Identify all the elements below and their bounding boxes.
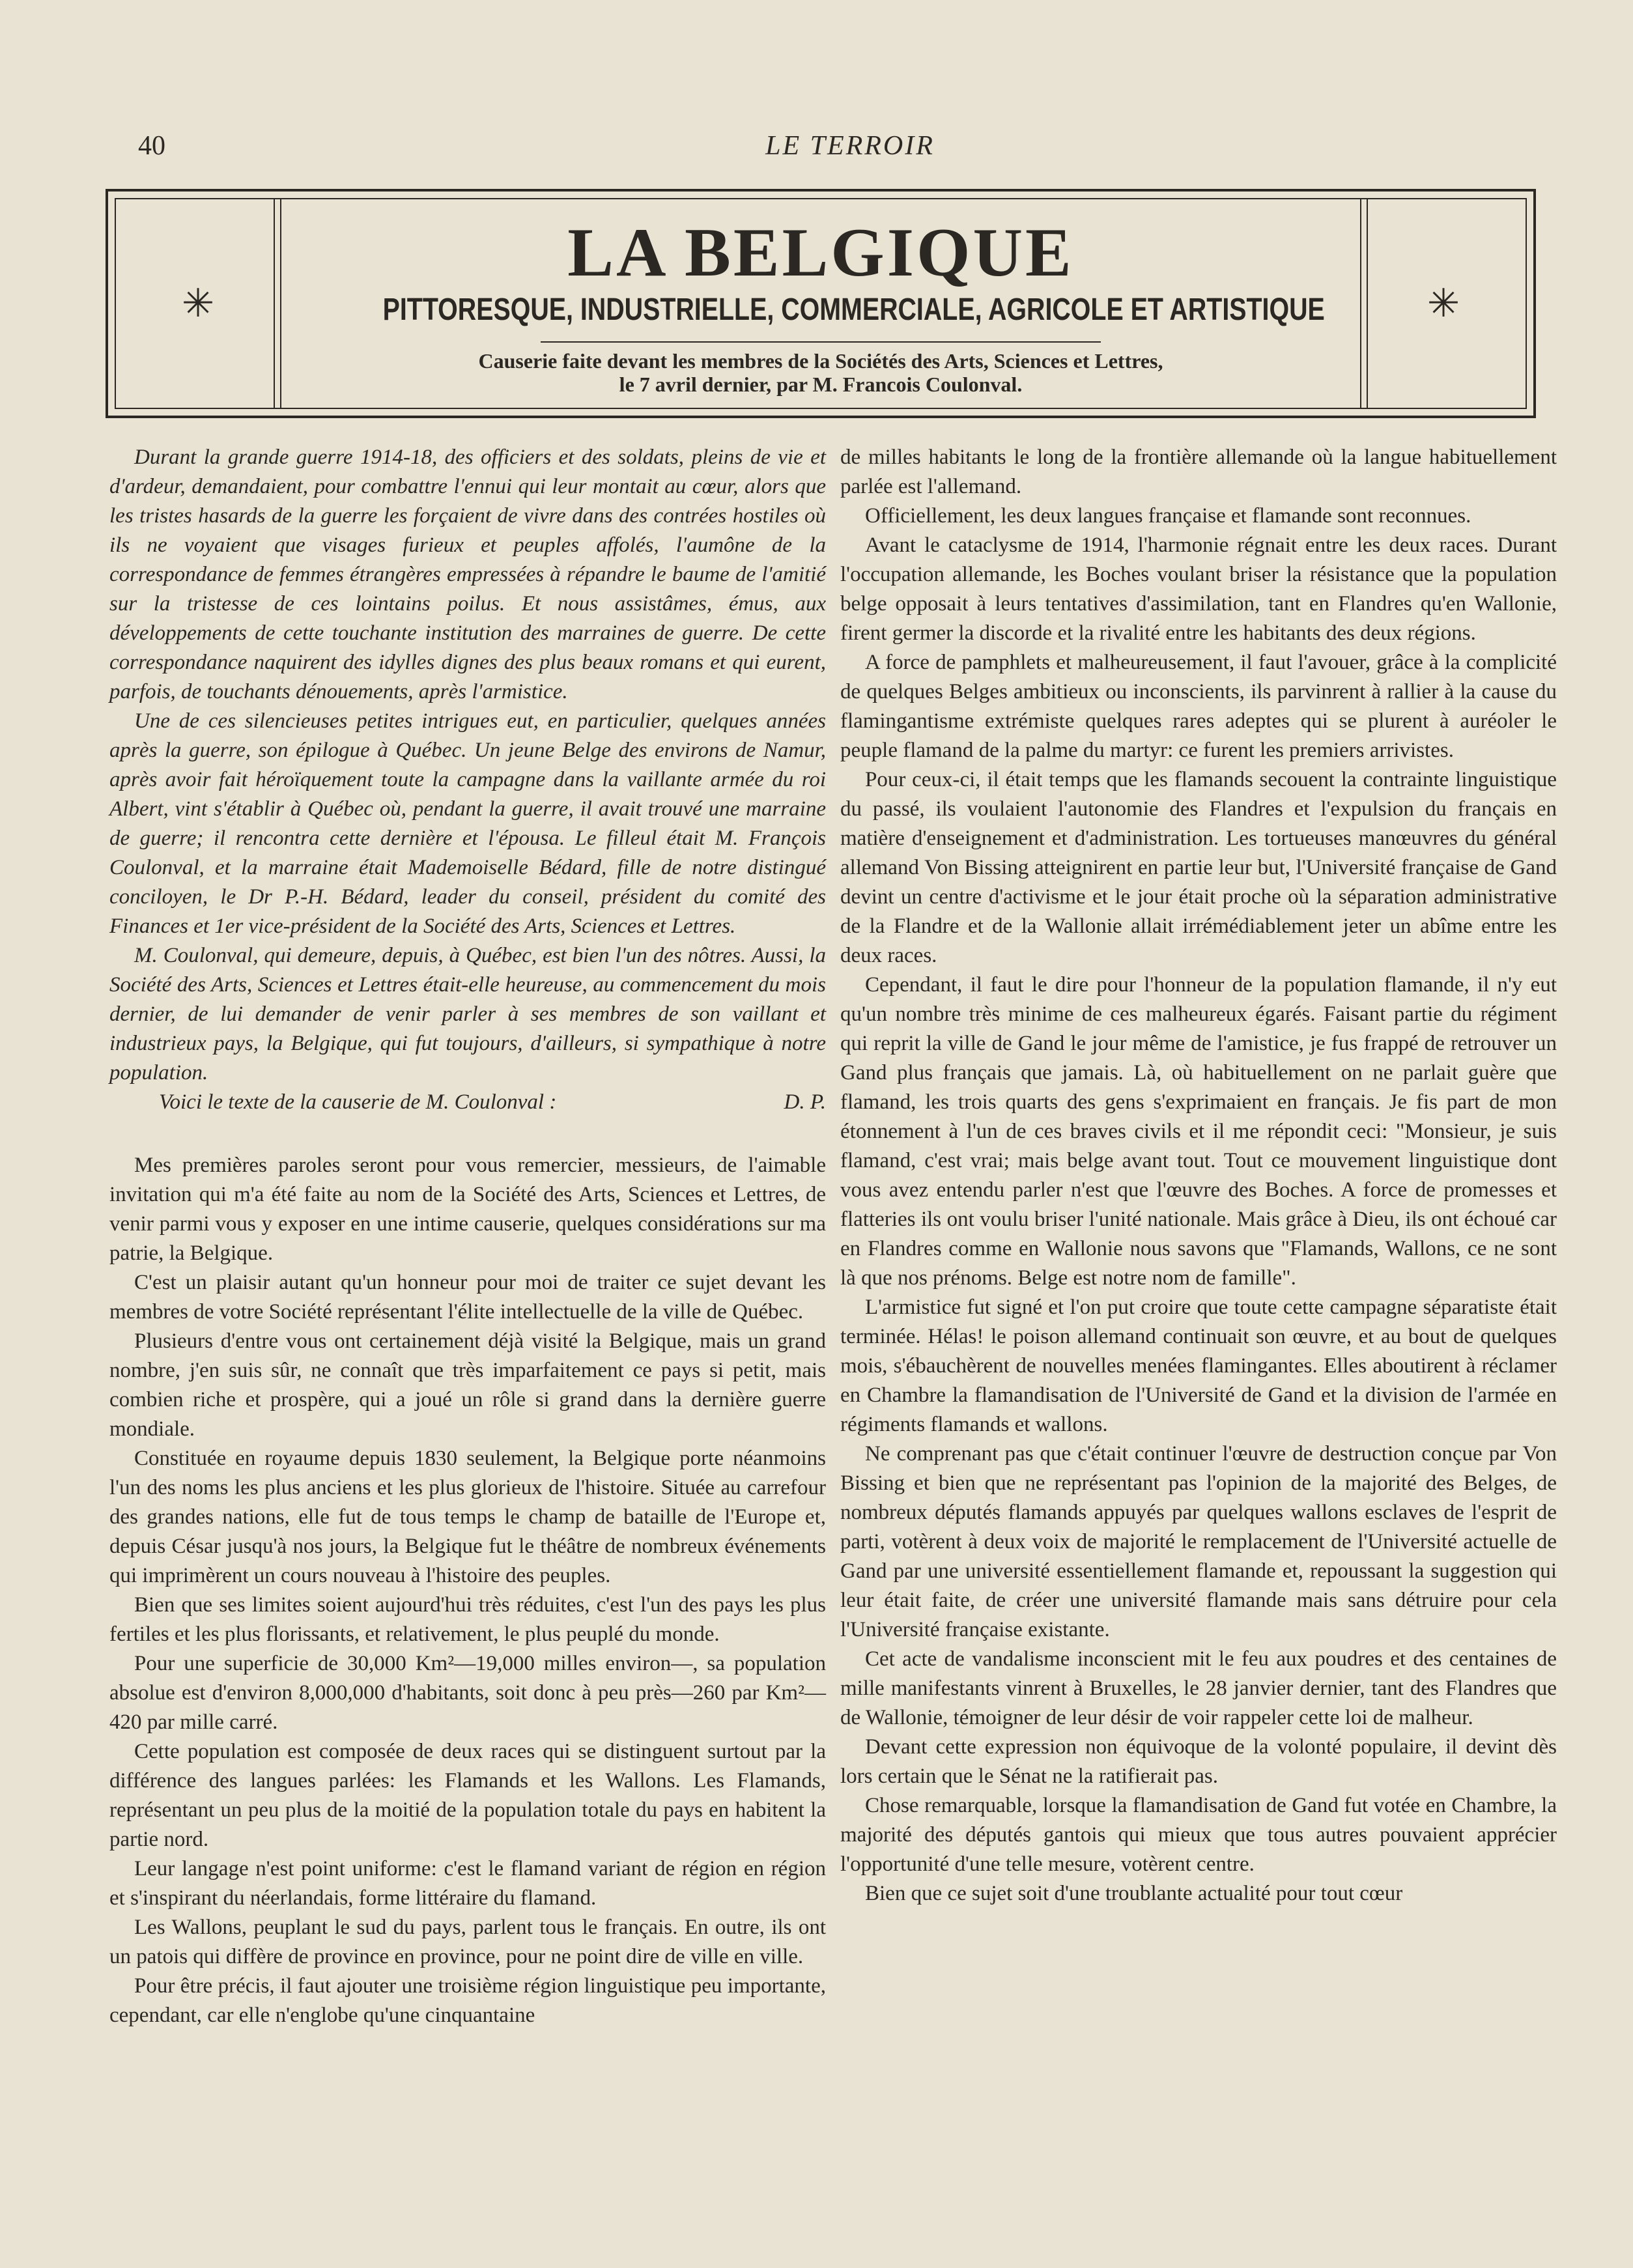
page-number: 40 [138,131,165,161]
article-columns [109,443,1557,2149]
byline-line-2: le 7 avril dernier, par M. Francois Coulonval. [619,373,1023,396]
article-subtitle: PITTORESQUE, INDUSTRIELLE, COMMERCIALE, AGRICOLE ET ARTISTIQUE [382,292,1325,327]
body-paragraph: Leur langage n'est point uniforme: c'est le flamand variant de région en région et s'inspirant du néerlandais, forme littéraire du flamand. [109,1857,826,1910]
body-paragraph: Ne comprenant pas que c'était continuer l'œuvre de destruction conçue par Von Bissing et bien que ne représentant pas l'opinion de la majorité des Belges, de nombreux députés flamands appuyés par quelques wallons esclaves de l'esprit de parti, votèrent à deux voix de majorité le remplacement de l'Université actuelle de Gand par une université essentiellement flamande et, repoussant la suggestion qui leur était faite, de créer une université flamande mais sans détruire pour cela l'Université française existante. [840,1442,1557,1641]
body-paragraph: Mes premières paroles seront pour vous remercier, messieurs, de l'aimable invitation qui m'a été faite au nom de la Société des Arts, Sciences et Lettres, de venir parmi vous y exposer en une intime causerie, quelques considérations sur ma patrie, la Belgique. [109,1154,826,1265]
intro-closing [109,1088,826,1117]
journal-title: LE TERROIR [765,131,935,161]
title-frame-inner [115,198,1527,409]
body-paragraph: A force de pamphlets et malheureusement, il faut l'avouer, grâce à la complicité de quelques Belges ambitieux ou inconscients, ils parvinrent à rallier à la cause du flamingantisme extrémiste quelques rares adeptes qui se plurent à auréoler le peuple flamand de la palme du martyr: ce furent les premiers arrivistes. [840,651,1557,762]
body-paragraph: Pour ceux-ci, il était temps que les flamands secouent la contrainte linguistique du passé, ils voulaient l'autonomie des Flandres et l'expulsion du français en matière d'enseignement et d'administration. Les tortueuses manœuvres du général allemand Von Bissing atteignirent en partie leur but, l'Université française de Gand devint un centre d'activisme et le jour était proche où la séparation administrative de la Flandre et de la Wallonie allait irrémédiablement jeter un abîme entre les deux races. [840,768,1557,967]
asterisk-ornament-icon: ✳ [1427,282,1460,325]
body-paragraph: Bien que ses limites soient aujourd'hui très réduites, c'est l'un des pays les plus fertiles et les plus florissants, et relativement, le plus peuplé du monde. [109,1593,826,1646]
left-ornament-panel [116,199,281,408]
body-paragraph: Les Wallons, peuplant le sud du pays, parlent tous le français. En outre, ils ont un patois qui diffère de province en province, pour ne point dire de ville en ville. [109,1916,826,1968]
body-paragraph: Avant le cataclysme de 1914, l'harmonie régnait entre les deux races. Durant l'occupation allemande, les Boches voulant briser la résistance que la population belge opposait à leurs tentatives d'assimilation, tant en Flandres qu'en Wallonie, firent germer la discorde et la rivalité entre les habitants des deux régions. [840,533,1557,645]
asterisk-ornament-icon: ✳ [181,282,215,325]
intro-signature: D. P. [784,1090,826,1114]
body-paragraph: Pour être précis, il faut ajouter une troisième région linguistique peu importante, cependant, car elle n'englobe qu'une cinquantaine [109,1974,826,2027]
body-paragraph: Officiellement, les deux langues française et flamande sont reconnues. [865,504,1471,528]
body-paragraph: de milles habitants le long de la frontière allemande où la langue habituellement parlée est l'allemand. [840,446,1557,498]
body-paragraph: Devant cette expression non équivoque de la volonté populaire, il devint dès lors certain que le Sénat ne la ratifierait pas. [840,1735,1557,1788]
title-divider [541,341,1101,343]
body-paragraph: Pour une superficie de 30,000 Km²—19,000 milles environ—, sa population absolue est d'environ 8,000,000 d'habitants, soit donc à peu près—260 par Km²—420 par mille carré. [109,1652,826,1734]
right-column [840,443,1557,1908]
byline-line-1: Causerie faite devant les membres de la Sociétés des Arts, Sciences et Lettres, [478,349,1163,373]
body-paragraph: Bien que ce sujet soit d'une troublante actualité pour tout cœur [865,1882,1403,1905]
body-paragraph: Cependant, il faut le dire pour l'honneur de la population flamande, il n'y eut qu'un nombre très minime de ces malheureux égarés. Faisant partie du régiment qui reprit la ville de Gand le jour même de l'amistice, je fus frappé de retrouver un Gand plus français que jamais. Là, où habituellement on ne parlait guère que flamand, les trois quarts des gens s'exprimaient en français. Je fis part de mon étonnement à l'un de ces braves civils et il me répondit ceci: "Monsieur, je suis flamand, c'est vrai; mais belge avant tout. Tout ce mouvement linguistique dont vous avez entendu parler n'est que l'œuvre des Boches. A force de promesses et flatteries ils ont voulu briser l'unité nationale. Mais grâce à Dieu, ils ont échoué car en Flandres comme en Wallonie nous savons que "Flamands, Wallons, ce ne sont là que nos prénoms. Belge est notre nom de famille". [840,973,1557,1290]
article-title: LA BELGIQUE [567,214,1074,291]
body-paragraph: C'est un plaisir autant qu'un honneur pour moi de traiter ce sujet devant les membres de votre Société représentant l'élite intellectuelle de la ville de Québec. [109,1271,826,1324]
intro-closing-line: Voici le texte de la causerie de M. Coulonval : [159,1090,557,1114]
body-paragraph: Constituée en royaume depuis 1830 seulement, la Belgique porte néanmoins l'un des noms les plus anciens et les plus glorieux de l'histoire. Située au carrefour des grandes nations, elle fut de tous temps le champ de bataille de l'Europe et, depuis César jusqu'à nos jours, la Belgique fut le théâtre de nombreux événements qui imprimèrent un cours nouveau à l'histoire des peuples. [109,1447,826,1587]
intro-paragraph: M. Coulonval, qui demeure, depuis, à Québec, est bien l'un des nôtres. Aussi, la Société des Arts, Sciences et Lettres était-elle heureuse, au commencement du mois dernier, de lui demander de venir parler à ses membres de son vaillant et industrieux pays, la Belgique, qui fut toujours, d'ailleurs, si sympathique à notre population. [109,944,826,1084]
running-head [138,130,1562,169]
left-column [109,443,826,2030]
right-ornament-panel [1360,199,1526,408]
body-paragraph: Plusieurs d'entre vous ont certainement déjà visité la Belgique, mais un grand nombre, j'en suis sûr, ne connaît que très imparfaitement ce pays si petit, mais combien riche et prospère, qui a joué un rôle si grand dans la dernière guerre mondiale. [109,1329,826,1441]
editorial-introduction [109,443,826,1117]
intro-paragraph: Une de ces silencieuses petites intrigues eut, en particulier, quelques années après la guerre, son épilogue à Québec. Un jeune Belge des environs de Namur, après avoir fait héroïquement toute la campagne dans la vaillante armée du roi Albert, vint s'établir à Québec où, pendant la guerre, il avait trouvé une marraine de guerre; il rencontra cette dernière et l'épousa. Le filleul était M. François Coulonval, et la marraine était Mademoiselle Bédard, fille de notre distingué conciloyen, le Dr P.-H. Bédard, leader du conseil, président du comité des Finances et 1er vice-président de la Société des Arts, Sciences et Lettres. [109,709,826,938]
body-paragraph: L'armistice fut signé et l'on put croire que toute cette campagne séparatiste était terminée. Hélas! le poison allemand continuait son œuvre, et au bout de quelques mois, s'ébauchèrent de nouvelles menées flamingantes. Elles aboutirent à réclamer en Chambre la flamandisation de l'Université de Gand et la division de l'armée en régiments flamands et wallons. [840,1296,1557,1436]
intro-paragraph: Durant la grande guerre 1914-18, des officiers et des soldats, pleins de vie et d'ardeur, demandaient, pour combattre l'ennui qui leur montait au cœur, alors que les tristes hasards de la guerre les forçaient de vivre dans des contrées hostiles où ils ne voyaient que visages furieux et peuples affolés, l'aumône de la correspondance de femmes étrangères empressées à répandre le baume de l'amitié sur la tristesse de ces lointains poilus. Et nous assistâmes, émus, aux développements de cette touchante institution des marraines de guerre. De cette correspondance naquirent des idylles dignes des plus beaux romans et qui eurent, parfois, de touchants dénouements, après l'armistice. [109,446,826,703]
title-center [287,199,1355,408]
title-frame [106,189,1536,418]
body-paragraph: Chose remarquable, lorsque la flamandisation de Gand fut votée en Chambre, la majorité des députés gantois qui mieux que tous autres pouvaient apprécier l'opportunité d'une telle mesure, votèrent centre. [840,1794,1557,1876]
body-paragraph: Cet acte de vandalisme inconscient mit le feu aux poudres et des centaines de mille manifestants vinrent à Bruxelles, le 28 janvier dernier, tant des Flandres que de Wallonie, témoigner de leur désir de voir rappeler cette loi de malheur. [840,1647,1557,1729]
body-paragraph: Cette population est composée de deux races qui se distinguent surtout par la différence des langues parlées: les Flamands et les Wallons. Les Flamands, représentant un peu plus de la moitié de la population totale du pays en habitent la partie nord. [109,1740,826,1851]
